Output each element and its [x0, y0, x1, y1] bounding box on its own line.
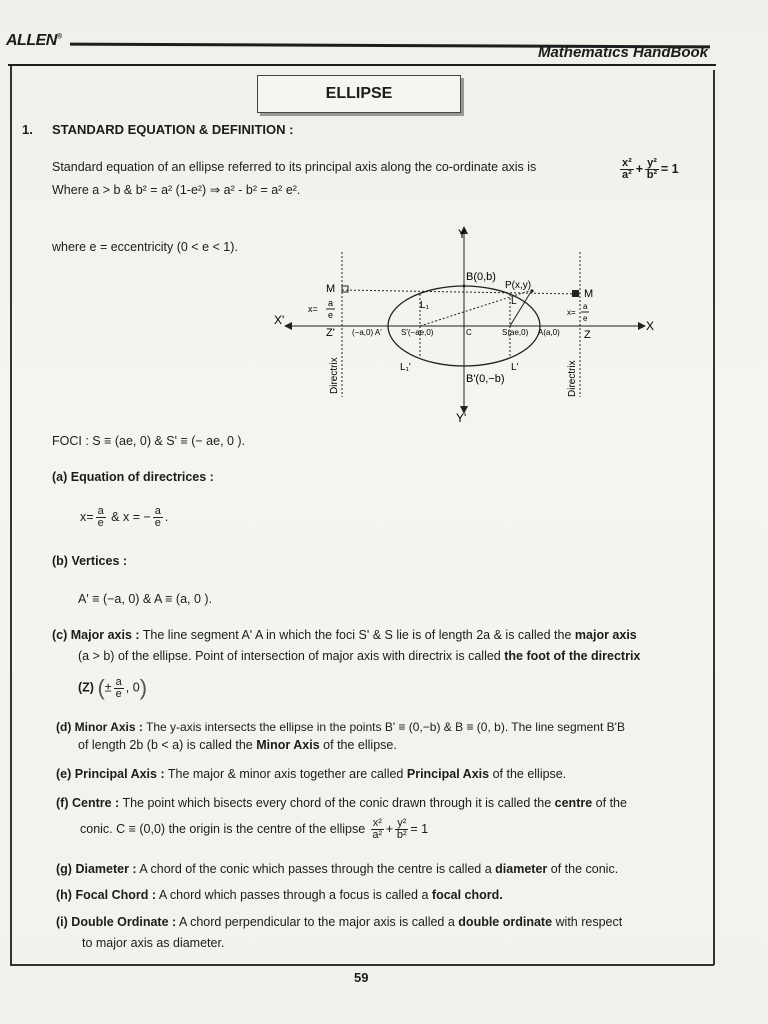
- s-prime-label: S'(−ae,0): [401, 328, 434, 337]
- s-label: S(ae,0): [502, 328, 529, 337]
- x-eq-left-den: e: [328, 310, 334, 320]
- z-right-label: Z: [584, 329, 591, 341]
- foci-text: FOCI : S ≡ (ae, 0) & S' ≡ (− ae, 0 ).: [52, 434, 246, 448]
- item-h: (h) Focal Chord : A chord which passes through a focus is called a focal chord.: [56, 888, 503, 902]
- standard-equation: $\frac{\text{x²}}{\text{a²}}$ + $\frac{\text{y²}}{\text{b²}}$ = 1: [622, 157, 679, 181]
- z-left-label: Z': [326, 327, 335, 339]
- x-axis-arrow-left: [284, 322, 292, 330]
- item-e: (e) Principal Axis : The major & minor axis together are called Principal Axis of the ellipse.: [56, 767, 567, 781]
- m-right-label: M: [584, 288, 594, 300]
- header-rule-lower: [8, 64, 716, 66]
- a-label: A(a,0): [538, 328, 560, 337]
- pm-line: [342, 290, 580, 294]
- allen-logo: ALLEN®: [6, 32, 62, 49]
- frame-right-border: [713, 70, 715, 965]
- item-i-line1: (i) Double Ordinate : A chord perpendicular to the major axis is called a double ordinate with respect: [56, 915, 623, 929]
- b-bottom-label: B'(0,−b): [466, 373, 505, 385]
- item-d-line2: of length 2b (b < a) is called the Minor Axis of the ellipse.: [78, 738, 397, 752]
- item-i-line2: to major axis as diameter.: [82, 936, 225, 950]
- item-f-line1: (f) Centre : The point which bisects every chord of the conic drawn through it is called the centre of the: [56, 796, 627, 810]
- where-relation: Where a > b & b² = a² (1-e²) ⇒ a² - b² = a² e².: [52, 183, 301, 197]
- section-heading: STANDARD EQUATION & DEFINITION :: [52, 122, 294, 137]
- frame-bottom-border: [10, 964, 714, 966]
- l-label: L: [511, 296, 517, 307]
- x-axis-arrow-right: [638, 322, 646, 330]
- y-axis-label: Y: [458, 227, 467, 241]
- x-eq-right-den: e: [583, 314, 588, 323]
- item-d-line1: (d) Minor Axis : The y-axis intersects the ellipse in the points B' ≡ (0,−b) & B ≡ (0, b). The line segment B'B: [56, 720, 625, 734]
- book-title: Mathematics HandBook: [537, 44, 708, 61]
- c-label: C: [466, 328, 472, 337]
- x-eq-left: x=: [308, 304, 318, 314]
- point-b: [463, 285, 466, 288]
- section-number: 1.: [22, 122, 33, 137]
- l1-label: L₁: [420, 300, 429, 311]
- x-eq-right: x=: [567, 308, 576, 317]
- y-prime-axis-label: Y': [456, 411, 467, 425]
- a-prime-label: (−a,0) A': [352, 328, 382, 337]
- item-c-line1: (c) Major axis : The line segment A' A in which the foci S' & S lie is of length 2a & is called the major axis: [52, 628, 637, 642]
- chapter-title: ELLIPSE: [257, 75, 461, 113]
- directrices-equation: x= $\frac{a}{e}$ & x = − $\frac{a}{e}$ .: [80, 505, 169, 529]
- x-axis-label: X: [646, 319, 655, 333]
- foot-of-directrix: (Z) (± $\frac{a}{e}$ , 0): [78, 675, 148, 700]
- item-b: (b) Vertices :: [52, 554, 128, 568]
- item-f-line2: conic. C ≡ (0,0) the origin is the centre of the ellipse $\frac{\text{x²}}{\text{a²}}$ + $\frac{\text{y²}}{\text{b²}}$ = 1: [80, 817, 429, 841]
- x-prime-axis-label: X': [274, 313, 285, 327]
- b-top-label: B(0,b): [466, 271, 496, 283]
- m-left-square: [342, 286, 348, 292]
- vertices-equation: A' ≡ (−a, 0) & A ≡ (a, 0 ).: [78, 592, 213, 606]
- item-a: (a) Equation of directrices :: [52, 470, 214, 484]
- directrix-left-label: Directrix: [329, 357, 340, 394]
- l-prime-label: L': [511, 362, 519, 373]
- page-number: 59: [354, 970, 369, 985]
- eccentricity-text: where e = eccentricity (0 < e < 1).: [52, 240, 238, 254]
- m-right-square: [572, 290, 579, 297]
- x-eq-left-num: a: [328, 298, 334, 308]
- frame-left-border: [10, 66, 12, 966]
- point-p-label: P(x,y): [505, 280, 532, 291]
- x-eq-right-num: a: [583, 302, 588, 311]
- item-g: (g) Diameter : A chord of the conic which passes through the centre is called a diameter of the conic.: [56, 862, 619, 876]
- directrix-right-label: Directrix: [567, 360, 578, 397]
- l1-prime-label: L₁': [400, 362, 411, 373]
- ellipse-diagram: [270, 222, 660, 427]
- m-left-label: M: [326, 283, 336, 295]
- standard-equation-text: Standard equation of an ellipse referred to its principal axis along the co-ordinate axis is: [52, 160, 537, 174]
- item-c-line2: (a > b) of the ellipse. Point of intersection of major axis with directrix is called the foot of the directrix: [78, 649, 641, 663]
